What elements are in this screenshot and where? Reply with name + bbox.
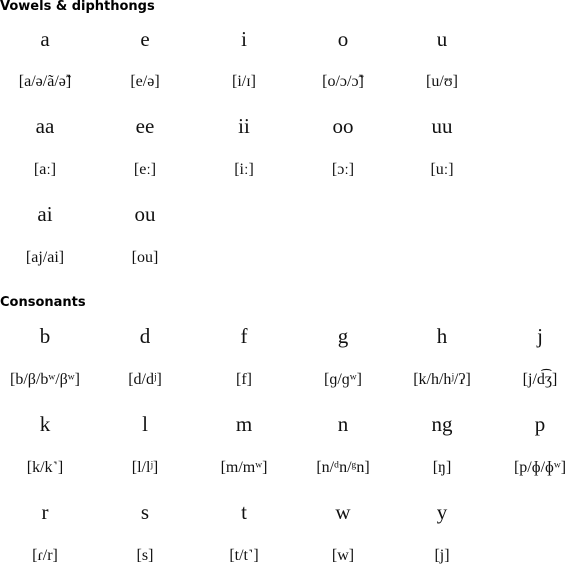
vowels-row-5 — [0, 201, 573, 227]
vowel-ipa-a: [a/ə/ã/ə̃] — [18, 73, 72, 90]
consonant-letter-ng: ng — [431, 412, 453, 436]
vowel-ipa-e: [e/ə] — [130, 73, 160, 90]
consonants-row-6 — [0, 543, 573, 569]
consonant-ipa-n: [n/ᵈn/ᵍn] — [316, 459, 370, 476]
vowel-ipa-oo: [ɔː] — [331, 161, 355, 178]
consonants-row-2 — [0, 367, 573, 393]
consonant-letter-f: f — [240, 324, 248, 348]
consonant-letter-b: b — [39, 324, 51, 348]
vowel-ipa-ii: [iː] — [234, 161, 254, 178]
vowel-letter-e: e — [140, 27, 150, 51]
vowels-row-4 — [0, 157, 573, 183]
vowels-row-2 — [0, 69, 573, 95]
consonant-letter-t: t — [241, 500, 247, 524]
consonants-row-4 — [0, 455, 573, 481]
consonants-row-5 — [0, 499, 573, 525]
consonant-letter-w: w — [335, 500, 351, 524]
consonant-letter-l: l — [142, 412, 148, 436]
vowel-ipa-ou: [ou] — [131, 249, 159, 266]
vowels-row-3 — [0, 113, 573, 139]
vowel-letter-aa: aa — [35, 114, 55, 138]
vowel-ipa-ee: [eː] — [133, 161, 157, 178]
vowel-letter-oo: oo — [332, 114, 354, 138]
vowel-ipa-o: [o/ɔ/ɔ̃] — [322, 73, 364, 90]
consonant-ipa-d: [d/dʲ] — [128, 371, 162, 388]
vowel-letter-i: i — [241, 27, 247, 51]
consonant-letter-h: h — [436, 324, 448, 348]
consonant-letter-m: m — [235, 412, 253, 436]
vowel-letter-u: u — [436, 27, 448, 51]
consonant-ipa-s: [s] — [136, 547, 154, 564]
consonants-row-3 — [0, 411, 573, 437]
consonant-ipa-ng: [ŋ] — [432, 459, 452, 476]
vowel-ipa-u: [u/ʊ] — [426, 73, 458, 90]
consonant-letter-p: p — [534, 412, 546, 436]
vowel-letter-ee: ee — [135, 114, 155, 138]
vowels-row-6 — [0, 245, 573, 271]
consonant-letter-n: n — [337, 412, 349, 436]
vowel-letter-ou: ou — [134, 202, 156, 226]
consonant-letter-g: g — [337, 324, 349, 348]
vowel-ipa-i: [i/ɪ] — [232, 73, 256, 90]
vowel-ipa-uu: [uː] — [430, 161, 454, 178]
consonant-ipa-r: [ɾ/r] — [32, 547, 58, 564]
vowel-letter-o: o — [337, 27, 349, 51]
vowel-ipa-ai: [aj/ai] — [25, 249, 65, 266]
vowels-title: Vowels & diphthongs — [0, 0, 155, 14]
consonant-ipa-j: [j/d͡ʒ] — [522, 371, 558, 388]
consonant-ipa-m: [m/mʷ] — [220, 459, 268, 476]
consonant-ipa-k: [k/k˺] — [26, 459, 64, 476]
consonant-letter-y: y — [436, 500, 448, 524]
consonant-ipa-f: [f] — [236, 371, 252, 388]
consonant-ipa-b: [b/β/bʷ/βʷ] — [10, 371, 80, 388]
consonant-ipa-g: [ɡ/ɡʷ] — [324, 371, 362, 388]
vowel-letter-uu: uu — [431, 114, 453, 138]
consonants-title: Consonants — [0, 295, 86, 310]
consonant-letter-s: s — [140, 500, 150, 524]
consonant-letter-j: j — [537, 324, 543, 348]
vowel-letter-ii: ii — [238, 114, 250, 138]
vowels-row-1 — [0, 26, 573, 52]
consonant-letter-d: d — [139, 324, 151, 348]
vowel-ipa-aa: [aː] — [33, 161, 57, 178]
consonant-ipa-h: [k/h/hʲ/ʔ] — [413, 371, 471, 388]
consonant-ipa-w: [w] — [331, 547, 355, 564]
consonant-ipa-y: [j] — [434, 547, 450, 564]
vowel-letter-ai: ai — [37, 202, 53, 226]
consonant-letter-r: r — [41, 500, 49, 524]
consonant-ipa-t: [t/t˺] — [229, 547, 259, 564]
consonant-ipa-p: [p/ɸ/ɸʷ] — [513, 459, 567, 476]
consonant-letter-k: k — [39, 412, 51, 436]
consonants-row-1 — [0, 323, 573, 349]
consonant-ipa-l: [l/lʲ] — [131, 459, 159, 476]
vowel-letter-a: a — [40, 27, 50, 51]
